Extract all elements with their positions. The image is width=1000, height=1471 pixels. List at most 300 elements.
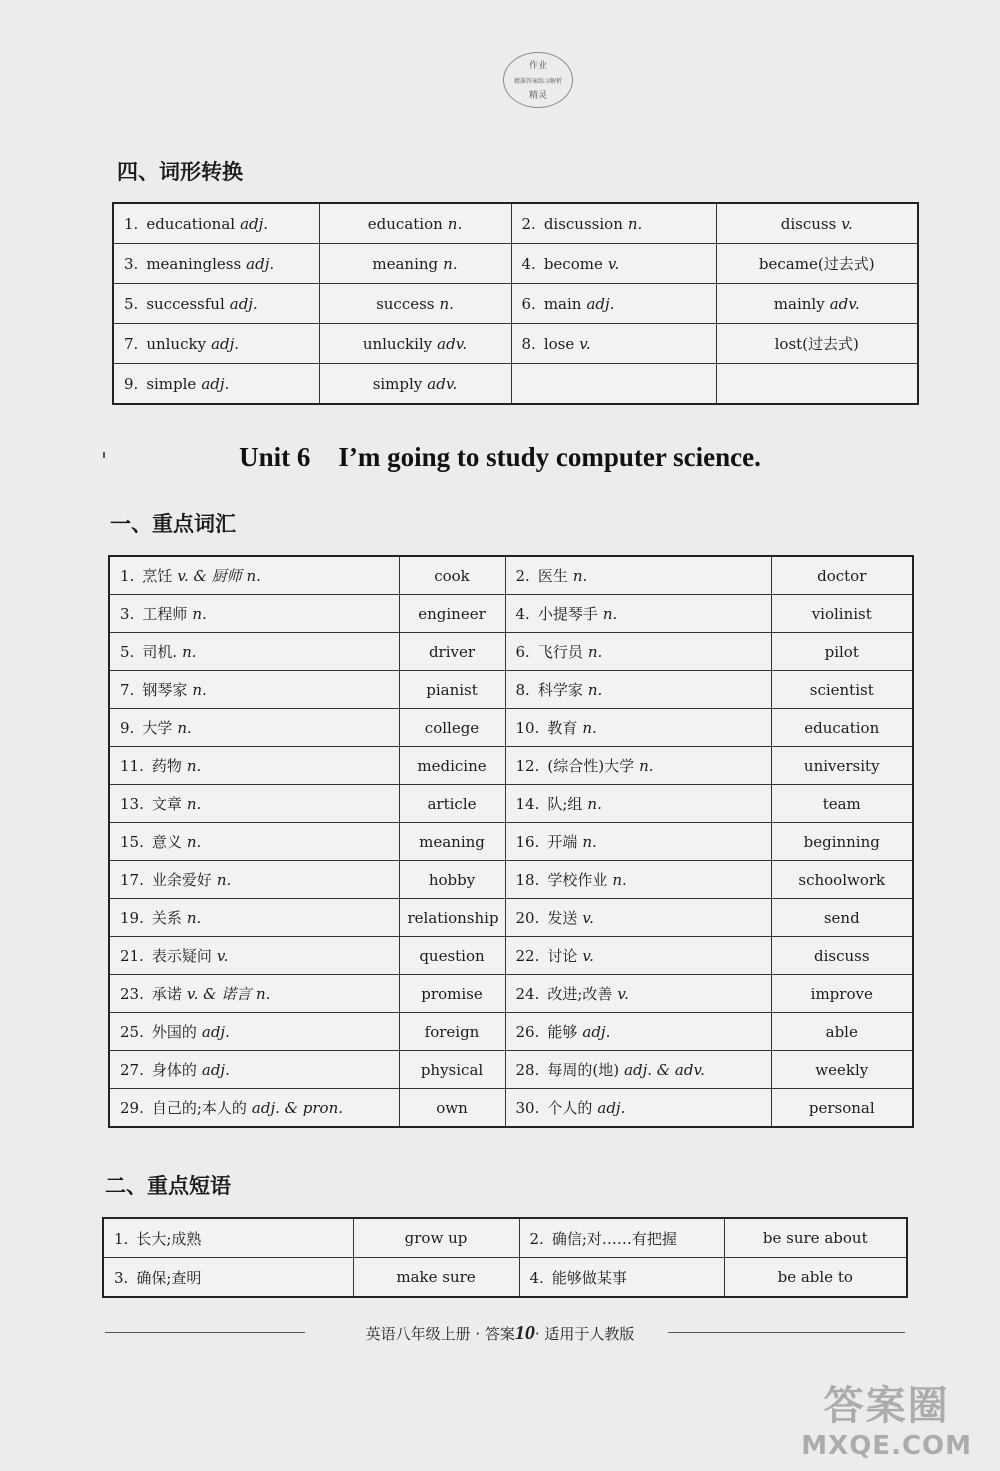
table-row xyxy=(109,861,913,899)
part-of-speech: n. xyxy=(216,871,232,889)
item-number: 6. xyxy=(515,643,530,661)
answer-cell xyxy=(771,556,913,595)
question-cell xyxy=(109,595,399,633)
answer-cell xyxy=(771,747,913,785)
item-prompt: educational xyxy=(146,214,236,233)
part-of-speech: v. & 诺言 n. xyxy=(186,985,271,1003)
part-of-speech: n. xyxy=(612,871,627,889)
answer-cell xyxy=(771,709,913,747)
answer-cell xyxy=(771,899,913,937)
question-cell xyxy=(109,1013,399,1051)
key-phrases-table xyxy=(102,1217,908,1298)
item-prompt: 钢琴家 xyxy=(142,681,188,699)
answer-cell xyxy=(399,1089,505,1128)
item-prompt: 承诺 xyxy=(151,985,182,1003)
answer-part-of-speech: n. xyxy=(439,294,454,313)
item-prompt: 确保;查明 xyxy=(136,1268,202,1287)
item-number: 9. xyxy=(120,719,135,737)
part-of-speech: n. xyxy=(639,757,654,775)
answer-text: college xyxy=(424,718,480,737)
item-number: 1. xyxy=(124,214,139,233)
answer-cell xyxy=(399,671,505,709)
answer-cell xyxy=(399,595,505,633)
question-cell xyxy=(109,975,399,1013)
answer-text: be sure about xyxy=(762,1229,868,1247)
item-number: 23. xyxy=(120,985,144,1003)
answer-text: article xyxy=(427,794,477,813)
item-number: 6. xyxy=(521,294,536,313)
answer-text: personal xyxy=(808,1098,875,1117)
answer-text: relationship xyxy=(407,908,499,927)
item-number: 11. xyxy=(120,757,144,775)
question-cell xyxy=(519,1218,724,1258)
answer-text: university xyxy=(803,756,880,775)
answer-text: make sure xyxy=(396,1268,476,1286)
part-of-speech: n. xyxy=(186,757,202,775)
question-cell xyxy=(511,364,716,405)
answer-text: success xyxy=(376,294,435,313)
answer-text: became(过去式) xyxy=(758,255,875,273)
answer-cell xyxy=(716,284,918,324)
table-row xyxy=(109,937,913,975)
answer-cell xyxy=(771,633,913,671)
answer-part-of-speech: n. xyxy=(443,254,458,273)
part-of-speech: adj. xyxy=(201,374,230,393)
part-of-speech: v. xyxy=(607,254,620,273)
question-cell xyxy=(103,1258,353,1298)
answer-cell xyxy=(399,1013,505,1051)
item-number: 3. xyxy=(120,605,135,623)
item-prompt: 大学 xyxy=(142,719,173,737)
question-cell xyxy=(109,937,399,975)
question-cell xyxy=(109,671,399,709)
part-of-speech: adj. xyxy=(201,1023,230,1041)
item-number: 4. xyxy=(529,1268,544,1287)
answer-text: be able to xyxy=(777,1268,853,1286)
watermark-line-2: MXQE.COM xyxy=(801,1431,972,1461)
table-row xyxy=(113,244,918,284)
question-cell xyxy=(109,1089,399,1128)
answer-text: team xyxy=(822,794,861,813)
answer-text: medicine xyxy=(417,756,487,775)
answer-part-of-speech: adv. xyxy=(829,294,860,313)
item-number: 18. xyxy=(515,871,540,889)
item-prompt: main xyxy=(543,294,582,313)
answer-cell xyxy=(771,823,913,861)
item-number: 2. xyxy=(529,1229,544,1248)
item-prompt: successful xyxy=(146,294,225,313)
answer-text: unluckily xyxy=(362,334,433,353)
item-number: 13. xyxy=(120,795,144,813)
table-row xyxy=(113,324,918,364)
part-of-speech: n. xyxy=(182,643,197,661)
item-prompt: 表示疑问 xyxy=(151,947,212,965)
item-number: 7. xyxy=(120,681,135,699)
item-prompt: (综合性)大学 xyxy=(547,757,635,775)
answer-text: education xyxy=(804,718,880,737)
item-number: 29. xyxy=(120,1099,144,1117)
answer-text: own xyxy=(436,1098,468,1117)
part-of-speech: n. xyxy=(587,681,603,699)
question-cell xyxy=(103,1218,353,1258)
item-prompt: 发送 xyxy=(547,909,578,927)
part-of-speech: adj. xyxy=(201,1061,230,1079)
question-cell xyxy=(109,861,399,899)
item-number: 24. xyxy=(515,985,540,1003)
table-row xyxy=(109,709,913,747)
part-of-speech: n. xyxy=(582,719,597,737)
answer-cell xyxy=(399,785,505,823)
table-row xyxy=(109,747,913,785)
question-cell xyxy=(113,203,319,244)
answer-text: send xyxy=(823,908,860,927)
question-cell xyxy=(505,1089,771,1128)
table-row xyxy=(109,1089,913,1128)
question-cell xyxy=(505,823,771,861)
item-number: 15. xyxy=(120,833,144,851)
item-prompt: 自己的;本人的 xyxy=(151,1099,247,1117)
stamp-line-2: 精准答案练习解析 xyxy=(513,78,562,85)
item-prompt: 医生 xyxy=(537,567,568,585)
answer-text: able xyxy=(825,1022,858,1041)
item-number: 10. xyxy=(515,719,540,737)
answer-part-of-speech: adv. xyxy=(437,334,468,353)
answer-text: education xyxy=(367,214,443,233)
answer-cell xyxy=(399,899,505,937)
question-cell xyxy=(505,556,771,595)
item-number: 25. xyxy=(120,1023,144,1041)
item-number: 1. xyxy=(120,567,135,585)
item-prompt: 能够做某事 xyxy=(551,1268,627,1287)
answer-cell xyxy=(399,861,505,899)
table-row xyxy=(109,823,913,861)
question-cell xyxy=(113,284,319,324)
item-prompt: 工程师 xyxy=(142,605,188,623)
item-number: 3. xyxy=(124,254,139,273)
part-of-speech: adj. xyxy=(240,214,269,233)
item-number: 27. xyxy=(120,1061,144,1079)
part-of-speech: n. xyxy=(186,795,202,813)
item-number: 12. xyxy=(515,757,540,775)
key-vocabulary-table xyxy=(108,555,914,1128)
footer-left: 英语八年级上册 · 答案 xyxy=(365,1325,515,1343)
item-prompt: 个人的 xyxy=(547,1099,593,1117)
part-of-speech: v. & 厨师 n. xyxy=(177,567,261,585)
item-prompt: 科学家 xyxy=(537,681,583,699)
answer-text: driver xyxy=(428,642,476,661)
item-number: 1. xyxy=(114,1229,129,1248)
table-row xyxy=(109,975,913,1013)
answer-cell xyxy=(771,1089,913,1128)
question-cell xyxy=(505,595,771,633)
item-number: 16. xyxy=(515,833,540,851)
item-prompt: 教育 xyxy=(547,719,578,737)
item-prompt: 能够 xyxy=(547,1023,578,1041)
item-number: 19. xyxy=(120,909,144,927)
question-cell xyxy=(109,633,399,671)
question-cell xyxy=(505,709,771,747)
question-cell xyxy=(505,1051,771,1089)
question-cell xyxy=(109,899,399,937)
answer-text: promise xyxy=(421,984,483,1003)
question-cell xyxy=(109,785,399,823)
answer-cell xyxy=(771,671,913,709)
stamp-line-3: 精灵 xyxy=(528,91,547,101)
part-of-speech: n. xyxy=(192,681,207,699)
item-prompt: 外国的 xyxy=(151,1023,197,1041)
answer-text: beginning xyxy=(803,832,880,851)
part-of-speech: adj. xyxy=(246,254,275,273)
part-of-speech: adj. xyxy=(229,294,258,313)
part-of-speech: adj. xyxy=(586,294,615,313)
answer-cell xyxy=(399,709,505,747)
answer-cell xyxy=(724,1218,907,1258)
item-number: 8. xyxy=(515,681,530,699)
answer-cell xyxy=(319,364,511,405)
question-cell xyxy=(519,1258,724,1298)
answer-cell xyxy=(319,324,511,364)
section-1-heading: 一、重点词汇 xyxy=(110,512,236,536)
answer-text: cook xyxy=(434,566,470,585)
answer-text: grow up xyxy=(404,1229,468,1247)
item-number: 7. xyxy=(124,334,139,353)
stamp-seal xyxy=(503,52,573,108)
part-of-speech: adj. & pron. xyxy=(251,1099,344,1117)
table-row xyxy=(113,364,918,405)
answer-text: hobby xyxy=(428,870,476,889)
question-cell xyxy=(109,556,399,595)
item-prompt: 关系 xyxy=(151,909,182,927)
item-number: 30. xyxy=(515,1099,540,1117)
item-number: 5. xyxy=(124,294,139,313)
answer-text: improve xyxy=(810,984,873,1003)
item-prompt: 改进;改善 xyxy=(547,985,613,1003)
table-row xyxy=(109,633,913,671)
item-number: 3. xyxy=(114,1268,129,1287)
item-prompt: unlucky xyxy=(146,334,207,353)
answer-text: mainly xyxy=(773,294,825,313)
part-of-speech: n. xyxy=(627,214,643,233)
table-row xyxy=(109,785,913,823)
question-cell xyxy=(113,244,319,284)
item-prompt: 每周的(地) xyxy=(547,1061,620,1079)
part-of-speech: v. xyxy=(617,985,629,1003)
question-cell xyxy=(505,1013,771,1051)
item-prompt: 小提琴手 xyxy=(537,605,598,623)
item-prompt: 长大;成熟 xyxy=(136,1229,202,1248)
item-prompt: 文章 xyxy=(151,795,182,813)
question-cell xyxy=(511,284,716,324)
answer-cell xyxy=(716,203,918,244)
item-prompt: 确信;对……有把握 xyxy=(551,1229,677,1248)
item-number: 22. xyxy=(515,947,540,965)
question-cell xyxy=(505,975,771,1013)
item-prompt: 队;组 xyxy=(547,795,583,813)
answer-cell xyxy=(399,823,505,861)
answer-text: violinist xyxy=(811,604,872,623)
part-of-speech: n. xyxy=(186,909,202,927)
item-prompt: lose xyxy=(543,334,575,353)
part-of-speech: adj. xyxy=(211,334,240,353)
item-prompt: 药物 xyxy=(151,757,182,775)
question-cell xyxy=(511,203,716,244)
answer-cell xyxy=(771,1013,913,1051)
question-cell xyxy=(113,364,319,405)
item-number: 28. xyxy=(515,1061,540,1079)
item-number: 20. xyxy=(515,909,540,927)
item-prompt: 讨论 xyxy=(547,947,578,965)
question-cell xyxy=(505,633,771,671)
answer-cell xyxy=(771,861,913,899)
item-number: 26. xyxy=(515,1023,540,1041)
answer-cell xyxy=(399,975,505,1013)
footer-right: · 适用于人教版 xyxy=(534,1325,635,1343)
part-of-speech: v. xyxy=(216,947,229,965)
question-cell xyxy=(113,324,319,364)
watermark xyxy=(801,1374,972,1461)
item-prompt: 开端 xyxy=(547,833,578,851)
answer-text: question xyxy=(419,946,485,965)
answer-cell xyxy=(319,203,511,244)
answer-cell xyxy=(771,975,913,1013)
answer-cell xyxy=(399,747,505,785)
unit-label: Unit 6 xyxy=(239,442,311,472)
part-of-speech: n. xyxy=(186,833,202,851)
section-4-heading: 四、词形转换 xyxy=(117,160,243,184)
question-cell xyxy=(511,324,716,364)
answer-text: meaning xyxy=(419,832,485,851)
part-of-speech: v. xyxy=(582,909,594,927)
item-number: 8. xyxy=(521,334,536,353)
answer-cell xyxy=(716,324,918,364)
part-of-speech: n. xyxy=(602,605,618,623)
item-number: 21. xyxy=(120,947,144,965)
answer-cell xyxy=(771,595,913,633)
item-prompt: 业余爱好 xyxy=(151,871,212,889)
answer-text: engineer xyxy=(418,604,486,623)
table-row xyxy=(103,1258,907,1298)
item-number: 5. xyxy=(120,643,135,661)
item-prompt: meaningless xyxy=(146,254,242,273)
answer-text: scientist xyxy=(809,680,874,699)
answer-cell xyxy=(399,556,505,595)
answer-cell xyxy=(399,1051,505,1089)
question-cell xyxy=(505,861,771,899)
item-prompt: 学校作业 xyxy=(547,871,608,889)
answer-text: weekly xyxy=(815,1060,869,1079)
answer-cell xyxy=(319,284,511,324)
answer-cell xyxy=(771,785,913,823)
table-row xyxy=(109,556,913,595)
answer-cell xyxy=(399,633,505,671)
answer-text: pianist xyxy=(426,680,478,699)
item-number: 17. xyxy=(120,871,144,889)
table-row xyxy=(109,595,913,633)
part-of-speech: v. xyxy=(579,334,591,353)
answer-text: discuss xyxy=(813,946,870,965)
answer-part-of-speech: v. xyxy=(841,214,853,233)
question-cell xyxy=(505,899,771,937)
item-number: 9. xyxy=(124,374,139,393)
question-cell xyxy=(109,709,399,747)
question-cell xyxy=(109,823,399,861)
item-prompt: become xyxy=(543,254,603,273)
table-row xyxy=(109,671,913,709)
item-number: 4. xyxy=(515,605,530,623)
answer-text: meaning xyxy=(372,254,439,273)
table-row xyxy=(113,284,918,324)
part-of-speech: n. xyxy=(582,833,597,851)
question-cell xyxy=(511,244,716,284)
part-of-speech: n. xyxy=(177,719,192,737)
unit-title xyxy=(0,442,1000,473)
stamp-line-1: 作业 xyxy=(528,61,547,71)
part-of-speech: adj. & adv. xyxy=(624,1061,705,1079)
table-row xyxy=(103,1218,907,1258)
answer-text: foreign xyxy=(424,1022,480,1041)
part-of-speech: n. xyxy=(587,795,602,813)
part-of-speech: adj. xyxy=(582,1023,611,1041)
table-row xyxy=(109,1013,913,1051)
question-cell xyxy=(505,937,771,975)
page-number: 10 xyxy=(514,1322,535,1344)
table-row xyxy=(109,899,913,937)
item-prompt: 意义 xyxy=(151,833,182,851)
answer-cell xyxy=(319,244,511,284)
part-of-speech: adj. xyxy=(597,1099,626,1117)
answer-text: schoolwork xyxy=(798,870,886,889)
answer-cell xyxy=(353,1258,519,1298)
answer-text: simply xyxy=(372,374,423,393)
question-cell xyxy=(109,747,399,785)
unit-name: I’m going to study computer science. xyxy=(338,442,761,472)
page-footer xyxy=(0,1322,1000,1345)
answer-cell xyxy=(399,937,505,975)
table-row xyxy=(113,203,918,244)
item-number: 2. xyxy=(521,214,536,233)
answer-text: doctor xyxy=(817,566,867,585)
answer-text: discuss xyxy=(780,214,837,233)
item-prompt: simple xyxy=(146,374,197,393)
item-prompt: 飞行员 xyxy=(537,643,583,661)
section-2-heading: 二、重点短语 xyxy=(105,1174,231,1198)
answer-text: lost(过去式) xyxy=(774,335,859,353)
part-of-speech: n. xyxy=(572,567,588,585)
part-of-speech: n. xyxy=(192,605,207,623)
table-row xyxy=(109,1051,913,1089)
answer-cell xyxy=(716,364,918,405)
answer-cell xyxy=(353,1218,519,1258)
part-of-speech: n. xyxy=(587,643,603,661)
question-cell xyxy=(505,785,771,823)
answer-cell xyxy=(724,1258,907,1298)
answer-text: pilot xyxy=(824,642,859,661)
item-prompt: discussion xyxy=(543,214,623,233)
item-number: 4. xyxy=(521,254,536,273)
answer-cell xyxy=(771,1051,913,1089)
item-prompt: 身体的 xyxy=(151,1061,197,1079)
answer-cell xyxy=(771,937,913,975)
question-cell xyxy=(505,747,771,785)
word-form-table xyxy=(112,202,919,405)
answer-text: physical xyxy=(420,1060,484,1079)
item-prompt: 烹饪 xyxy=(142,567,173,585)
part-of-speech: v. xyxy=(582,947,594,965)
answer-part-of-speech: adv. xyxy=(427,374,458,393)
question-cell xyxy=(505,671,771,709)
answer-part-of-speech: n. xyxy=(447,214,463,233)
watermark-line-1: 答案圈 xyxy=(823,1383,950,1429)
